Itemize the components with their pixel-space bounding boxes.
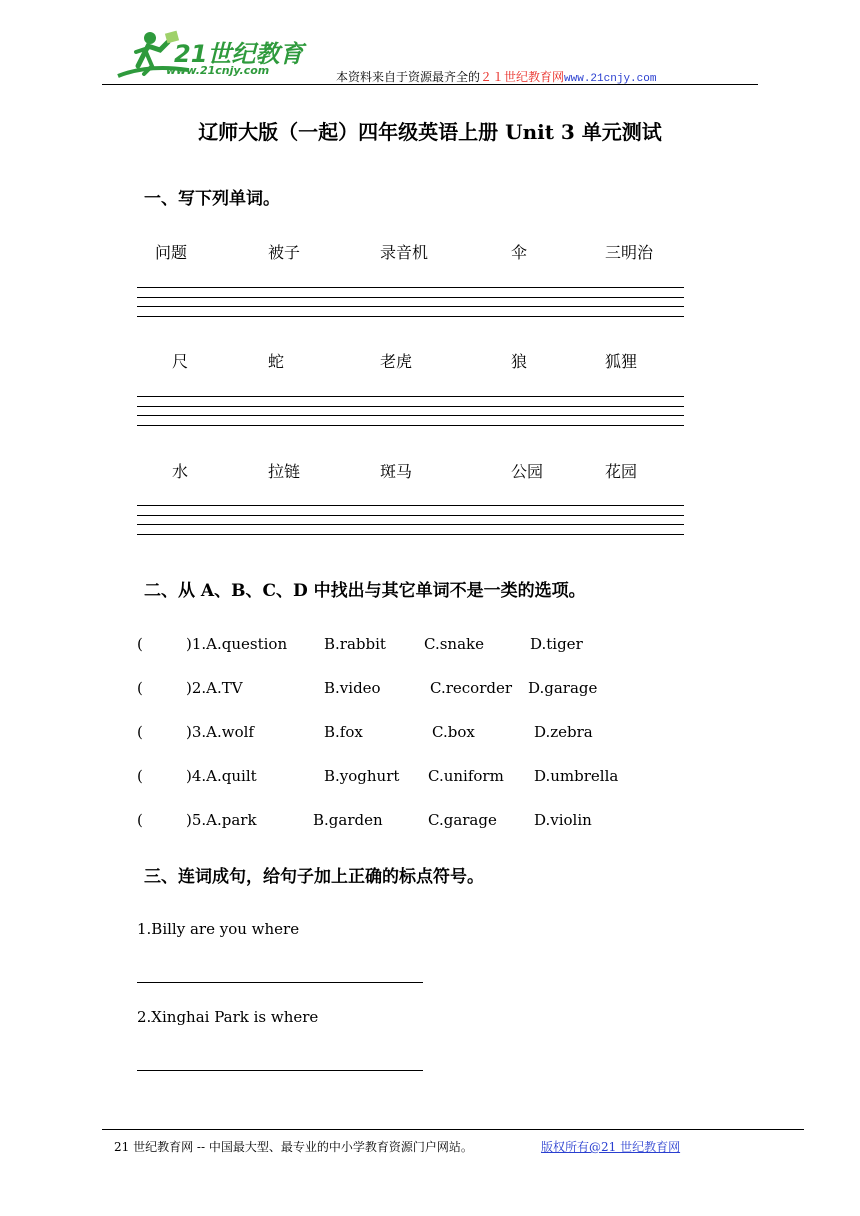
word-cell: 伞 xyxy=(511,243,528,262)
word-cell: 水 xyxy=(172,462,189,481)
writing-line[interactable] xyxy=(137,415,684,416)
option-d: D.tiger xyxy=(530,635,583,653)
answer-paren[interactable]: ( xyxy=(137,767,143,785)
word-cell: 录音机 xyxy=(380,243,429,262)
header-note xyxy=(336,68,656,85)
word-cell: 斑马 xyxy=(380,462,413,481)
writing-line[interactable] xyxy=(137,297,684,298)
option-d: D.umbrella xyxy=(534,767,619,785)
sentence-prompt: 1.Billy are you where xyxy=(137,920,300,938)
writing-line[interactable] xyxy=(137,505,684,506)
section2-heading: 二、从 A、B、C、D 中找出与其它单词不是一类的选项。 xyxy=(144,581,586,601)
option-b: B.yoghurt xyxy=(324,767,400,785)
word-cell: 尺 xyxy=(172,352,189,371)
word-cell: 狼 xyxy=(511,352,528,371)
option-a: )3.A.wolf xyxy=(186,723,254,741)
logo-url: www.21cnjy.com xyxy=(166,64,270,77)
writing-line[interactable] xyxy=(137,534,684,535)
word-cell: 狐狸 xyxy=(605,352,638,371)
copyright-link[interactable]: 版权所有@21 世纪教育网 xyxy=(541,1140,681,1154)
option-c: C.snake xyxy=(424,635,484,653)
word-cell: 拉链 xyxy=(268,462,301,481)
option-d: D.garage xyxy=(528,679,598,697)
writing-line[interactable] xyxy=(137,524,684,525)
answer-paren[interactable]: ( xyxy=(137,635,143,653)
word-cell: 花园 xyxy=(605,462,638,481)
page-title: 辽师大版（一起）四年级英语上册 Unit 3 单元测试 xyxy=(198,120,662,144)
word-cell: 老虎 xyxy=(380,352,413,371)
header-divider xyxy=(102,84,758,85)
section1-heading: 一、写下列单词。 xyxy=(144,189,280,209)
logo-title: 21世纪教育 xyxy=(174,40,304,68)
writing-line[interactable] xyxy=(137,515,684,516)
answer-paren[interactable]: ( xyxy=(137,679,143,697)
option-a: )4.A.quilt xyxy=(186,767,257,785)
option-b: B.garden xyxy=(313,811,383,829)
writing-line[interactable] xyxy=(137,406,684,407)
option-c: C.uniform xyxy=(428,767,504,785)
option-a: )2.A.TV xyxy=(186,679,243,697)
option-d: D.zebra xyxy=(534,723,593,741)
writing-line[interactable] xyxy=(137,287,684,288)
site-logo xyxy=(108,26,308,84)
word-cell: 三明治 xyxy=(605,243,654,262)
word-cell: 被子 xyxy=(268,243,301,262)
option-a: )1.A.question xyxy=(186,635,288,653)
word-cell: 问题 xyxy=(155,243,188,262)
answer-line[interactable] xyxy=(137,1070,423,1071)
writing-line[interactable] xyxy=(137,396,684,397)
option-b: B.video xyxy=(324,679,381,697)
writing-line[interactable] xyxy=(137,425,684,426)
word-cell: 公园 xyxy=(511,462,544,481)
footer-divider xyxy=(102,1129,804,1130)
header-url-link[interactable]: www.21cnjy.com xyxy=(564,73,657,85)
option-a: )5.A.park xyxy=(186,811,257,829)
answer-paren[interactable]: ( xyxy=(137,723,143,741)
option-b: B.fox xyxy=(324,723,363,741)
header-site-link[interactable]: ２１世纪教育网 xyxy=(480,70,565,84)
option-c: C.garage xyxy=(428,811,497,829)
option-c: C.box xyxy=(432,723,475,741)
option-d: D.violin xyxy=(534,811,592,829)
word-cell: 蛇 xyxy=(268,352,285,371)
option-c: C.recorder xyxy=(430,679,513,697)
header-note-prefix: 本资料来自于资源最齐全的 xyxy=(336,70,481,84)
sentence-prompt: 2.Xinghai Park is where xyxy=(137,1008,319,1026)
section3-heading: 三、连词成句，给句子加上正确的标点符号。 xyxy=(144,867,484,887)
answer-paren[interactable]: ( xyxy=(137,811,143,829)
option-b: B.rabbit xyxy=(324,635,386,653)
footer-text: 21 世纪教育网 -- 中国最大型、最专业的中小学教育资源门户网站。 xyxy=(114,1140,473,1154)
writing-line[interactable] xyxy=(137,316,684,317)
answer-line[interactable] xyxy=(137,982,423,983)
writing-line[interactable] xyxy=(137,306,684,307)
